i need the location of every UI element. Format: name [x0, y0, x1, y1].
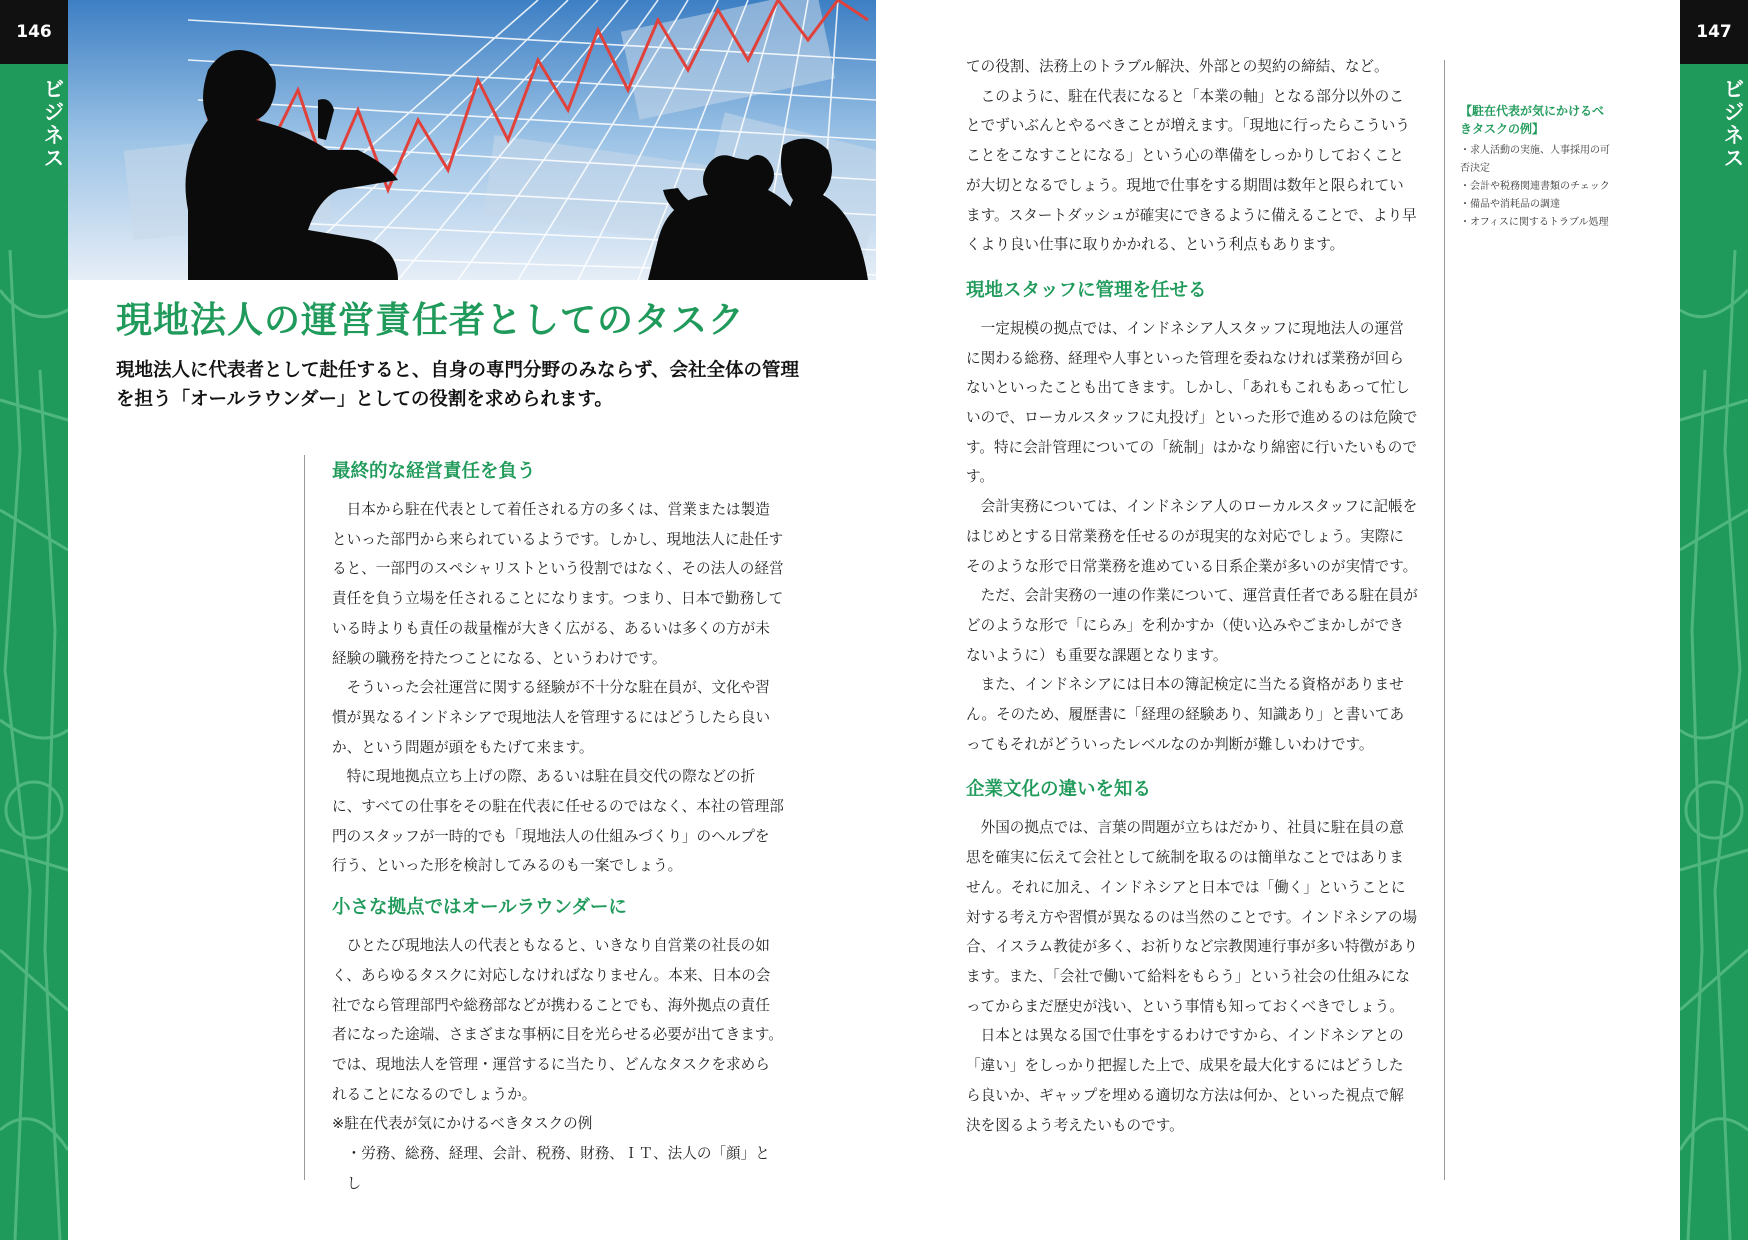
task-bullet: ・労務、総務、経理、会計、税務、財務、ＩＴ、法人の「顔」とし — [346, 1145, 770, 1192]
body-paragraph: ひとたび現地法人の代表ともなると、いきなり自営業の社長の如く、あらゆるタスクに対応しなければなりません。本来、日本の会社でなら管理部門や総務部などが携わることでも、海外拠点の責任者になった途端、さまざまな事柄に目を光らせる必要が出てきます。では、現地法人を管理・運営するに当たり、どんなタスクを求められることになるのでしょうか。 — [332, 937, 783, 1103]
section-heading: 最終的な経営責任を負う — [332, 461, 536, 482]
sidebar-note-item: ・オフィスに関するトラブル処理 — [1460, 217, 1609, 228]
body-paragraph: 外国の拠点では、言葉の問題が立ちはだかり、社員に駐在員の意思を確実に伝えて会社として統制を取るのは簡単なことではありません。それに加え、インドネシアと日本では「働く」ということに対する考え方や習慣が異なるのは当然のことです。インドネシアの場合、イスラム教徒が多く、お祈りなど宗教関連行事が多い特徴があります。また、「会社で働いて給料をもらう」という社会の仕組みになってからまだ歴史が浅い、という事情も知っておくべきでしょう。 — [966, 819, 1418, 1015]
business-silhouettes-chart-icon — [68, 0, 876, 280]
body-paragraph: 会計実務については、インドネシア人のローカルスタッフに記帳をはじめとする日常業務を任せるのが現実的な対応でしょう。実際にそのような形で日常業務を進めている日系企業が多いのが実情です。 — [966, 498, 1418, 575]
left-page-column — [332, 457, 784, 1198]
section-heading: 企業文化の違いを知る — [966, 779, 1152, 801]
sidebar-note-item: ・会計や税務関連書類のチェック — [1460, 181, 1610, 192]
section-label-left: ビジネス — [41, 78, 65, 170]
left-side-strip — [0, 0, 68, 1240]
page-number-right: 147 — [1680, 0, 1748, 64]
task-note: ※駐在代表が気にかけるべきタスクの例 — [332, 1115, 593, 1133]
sidebar-note-item: ・求人活動の実施、人事採用の可否決定 — [1460, 145, 1610, 174]
body-paragraph: そういった会社運営に関する経験が不十分な駐在員が、文化や習慣が異なるインドネシアで現地法人を管理するにはどうしたら良いか、という問題が頭をもたげて来ます。 — [332, 679, 771, 756]
sidebar-note-item: ・備品や消耗品の調達 — [1460, 199, 1560, 210]
map-pattern-icon — [0, 250, 68, 1240]
article-lead: 現地法人に代表者として赴任すると、自身の専門分野のみならず、会社全体の管理を担う「オールラウンダー」としての役割を求められます。 — [116, 360, 800, 410]
page-number-left: 146 — [0, 0, 68, 64]
body-paragraph: 一定規模の拠点では、インドネシア人スタッフに現地法人の運営に関わる総務、経理や人事といった管理を委ねなければ業務が回らないといったことも出てきます。しかし、「あれもこれもあって忙しいので、ローカルスタッフに丸投げ」といった形で進めるのは危険です。特に会計管理についての「統制」はかなり綿密に行いたいものです。 — [966, 319, 1418, 486]
body-paragraph: 日本から駐在代表として着任される方の多くは、営業または製造といった部門から来られているようです。しかし、現地法人に赴任すると、一部門のスペシャリストという役割ではなく、その法人の経営責任を負う立場を任されることになります。つまり、日本で勤務している時よりも責任の裁量権が大きく広がる、あるいは多くの方が未経験の職務を持たつことになる、というわけです。 — [332, 501, 784, 667]
body-paragraph: ただ、会計実務の一連の作業について、運営責任者である駐在員がどのような形で「にらみ」を利かすか（使い込みやごまかしができないように）も重要な課題となります。 — [966, 587, 1418, 664]
bullet-continuation: ての役割、法務上のトラブル解決、外部との契約の締結、など。 — [966, 58, 1389, 75]
right-page-column — [966, 52, 1418, 1140]
sidebar-note — [1460, 102, 1610, 232]
body-paragraph: また、インドネシアには日本の簿記検定に当たる資格がありません。そのため、履歴書に「経理の経験あり、知識あり」と書いてあってもそれがどういったレベルなのか判断が難しいわけです。 — [966, 676, 1405, 753]
map-pattern-icon — [1680, 250, 1748, 1240]
section-heading: 現地スタッフに管理を任せる — [966, 279, 1207, 301]
section-label-right: ビジネス — [1721, 78, 1745, 170]
column-rule-right — [1444, 60, 1445, 1180]
section-heading: 小さな拠点ではオールラウンダーに — [332, 897, 627, 919]
body-paragraph: このように、駐在代表になると「本業の軸」となる部分以外のことでずいぶんとやるべきことが増えます。「現地に行ったらこういうことをこなすことになる」という心の準備をしっかりしておくことが大切となるでしょう。現地で仕事をする期間は数年と限られています。スタートダッシュが確実にできるように備えることで、より早くより良い仕事に取りかかれる、という利点もあります。 — [966, 87, 1417, 254]
body-paragraph: 日本とは異なる国で仕事をするわけですから、インドネシアとの「違い」をしっかり把握した上で、成果を最大化するにはどうしたら良いか、ギャップを埋める適切な方法は何か、といった視点で解決を図るよう考えたいものです。 — [966, 1027, 1404, 1134]
hero-image — [68, 0, 876, 280]
sidebar-note-title: 【駐在代表が気にかけるべきタスクの例】 — [1460, 104, 1605, 136]
body-paragraph: 特に現地拠点立ち上げの際、あるいは駐在員交代の際などの折に、すべての仕事をその駐在代表に任せるのではなく、本社の管理部門のスタッフが一時的でも「現地法人の仕組みづくり」のヘルプを行う、といった形を検討してみるのも一案でしょう。 — [332, 768, 784, 875]
article-title: 現地法人の運営責任者としてのタスク — [116, 300, 746, 341]
column-rule-left — [304, 455, 305, 1180]
right-side-strip — [1680, 0, 1748, 1240]
